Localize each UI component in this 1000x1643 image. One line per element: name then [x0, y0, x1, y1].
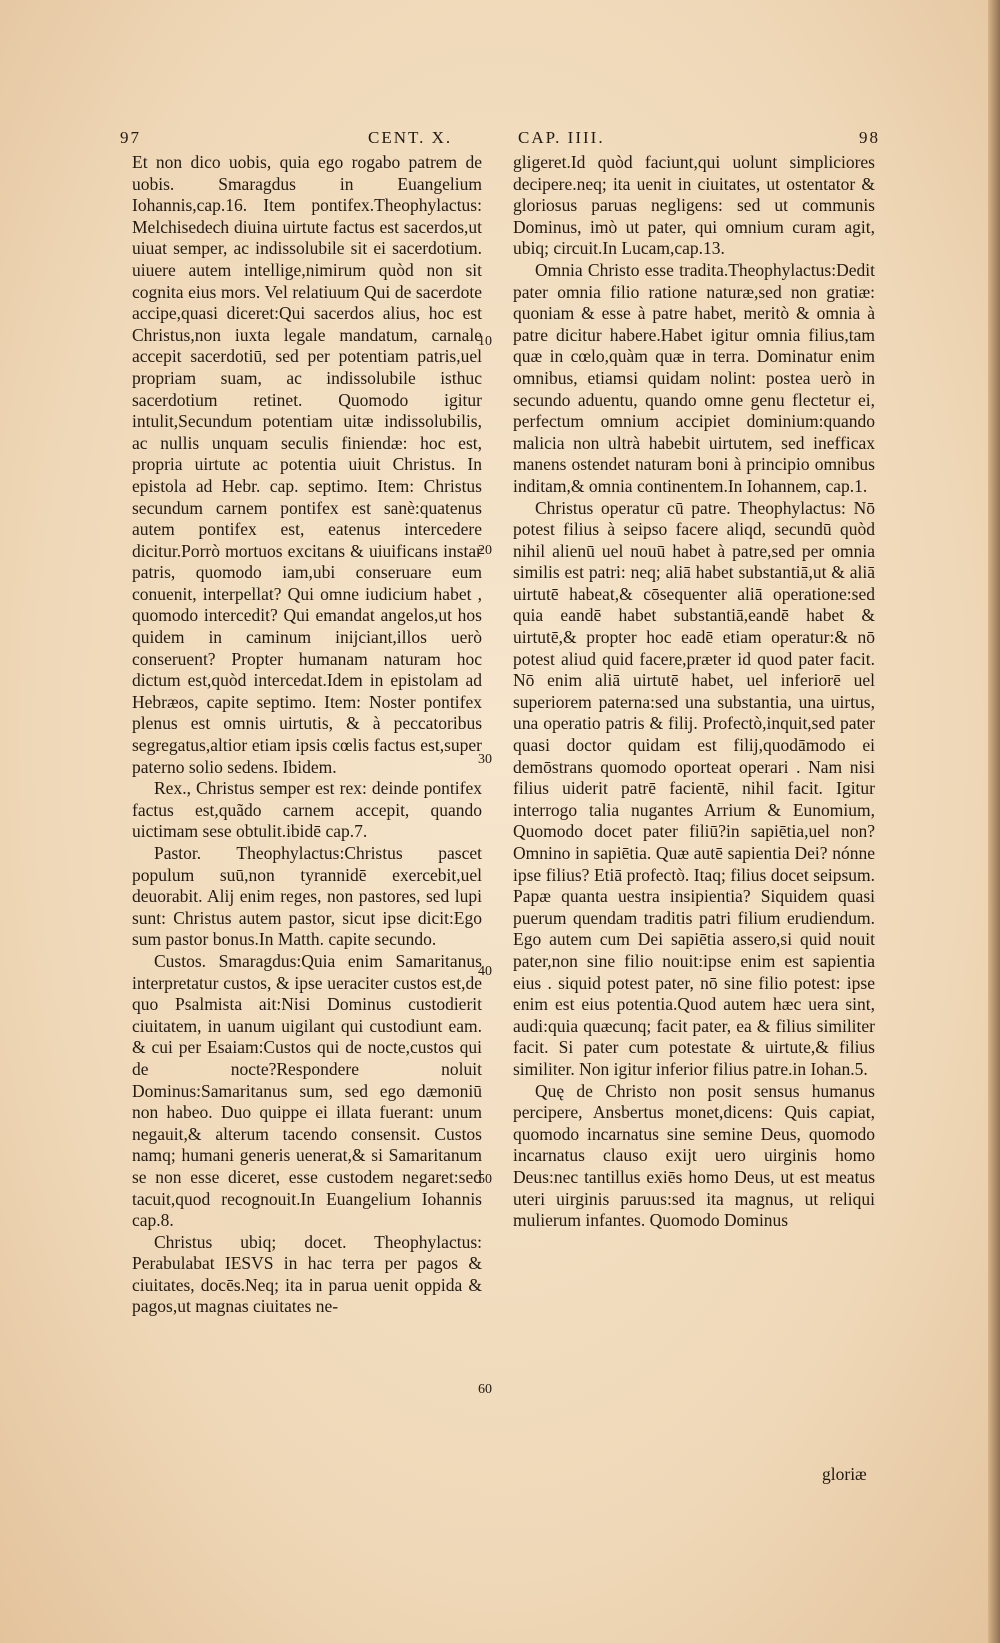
catchword: gloriæ: [822, 1464, 867, 1484]
line-number: 30: [478, 752, 492, 767]
paragraph: Et non dico uobis, quia ego rogabo patrem de uobis. Smaragdus in Euangelium Iohannis,cap.16. Item pontifex.Theophylactus: Melchisedech diuina uirtute factus est sacerdos,ut uiuat semper, ac indissolubile sit ei sacerdotium. uiuere autem intellige,nimirum quòd non sit cognita eius mors. Vel relatiuum Qui de sacerdote accipe,quasi diceret:Qui sacerdos alius, hoc est Christus,non iuxta legale mandatum, carnale accepit sacerdotiū, sed per potentiam patris,uel propriam suam, ac indissolubile isthuc sacerdotium retinet. Quomodo igitur intulit,Secundum potentiam uitæ indissolubilis, ac nullis unquam seculis finiendæ: hoc est, propria uirtute ac potentia uiuit Christus. In epistola ad Hebr. cap. septimo. Item: Christus secundum carnem pontifex est sanè:quatenus autem pontifex est, eatenus intercedere dicitur.Porrò mortuos excitans & uiuificans instar patris, quomodo iam,ubi conseruare eum conuenit, interpellat? Qui omne iudicium habet , quomodo intercedit? Qui emandat angelos,ut hos quidem in caminum inijciant,illos uerò conseruent? Propter humanam naturam hoc dictum est,quòd intercedat.Idem in epistolam ad Hebræos, capite septimo. Item: Noster pontifex plenus est omnis uirtutis, & à peccatoribus segregatus,altior etiam ipsis cœlis factus est,super paterno solio sedens. Ibidem.: [132, 152, 482, 777]
line-number: 50: [478, 1172, 492, 1187]
right-text-column: [513, 152, 875, 1232]
page-edge-shadow: [988, 0, 1000, 1643]
paragraph: Quę de Christo non posit sensus humanus percipere, Ansbertus monet,dicens: Quis capiat, quomodo incarnatus sine semine Deus, quomodo incarnatus clauso exijt uero uirginis homo Deus:nec tantillus exiēs homo Deus, ut est meatus uteri uirginis paruus:sed ita magnus, ut reliqui mulierum infantes. Quomodo Dominus: [513, 1080, 875, 1231]
line-number: 60: [478, 1382, 492, 1397]
line-number: 10: [478, 334, 492, 349]
line-number: 40: [478, 964, 492, 979]
running-head: [120, 128, 880, 152]
left-text-column: [132, 152, 482, 1318]
paragraph: Christus ubiq; docet. Theophylactus: Perabulabat IESVS in hac terra per pagos & ciuitates, docēs.Neq; ita in parua uenit oppida & pagos,ut magnas ciuitates ne-: [132, 1231, 482, 1317]
century-heading: CENT. X.: [368, 128, 453, 147]
paragraph: Christus operatur cū patre. Theophylactus: Nō potest filius à seipso facere aliqd, secundū quòd nihil alienū uel nouū habet à patre,sed per omnia similis est patri: neq; aliā habet substantiā,ut & aliā uirtutē habeat,& cōsequenter aliā operatione:sed quia eandē habet substantiā,eandē habet & uirtutē,& propter hoc eadē etiam operatur:& nō potest aliud quid facere,præter id quod pater facit. Nō enim aliā uirtutē habet, uel inferiorē uel superiorem paterna:sed una substantia, una uirtus, una operatio patris & filij. Profectò,inquit,sed pater quasi doctor quidam est filij,quodāmodo ei demōstrans quomodo oporteat operari . Nam nisi filius uiderit patrē facientē, nihil facit. Igitur interrogo talia nugantes Arrium & Eunomium, Quomodo docet pater filiū?in sapiētia,uel non?Omnino in sapiētia. Quæ autē sapientia Dei? nónne ipse filius? Etiā profectò. Itaq; filius docet seipsum. Papæ quanta uestra insipientia? Siquidem quasi puerum quendam traditis patri filium erudiendum. Ego autem cum Dei sapiētia assero,si quid nouit pater,non sine filio nouit:ipse enim est sapientia eius . siquid potest pater, nō sine filio potest: ipse enim est eius potentia.Quod autem hæc uera sint, audi:quia quæcunq; facit pater, ea & filius similiter facit. Si pater cum potestate & uirtute,& filius similiter. Non igitur inferior filius patre.in Iohan.5.: [513, 497, 875, 1079]
paragraph: Custos. Smaragdus:Quia enim Samaritanus interpretatur custos, & ipse ueraciter custos est,de quo Psalmista ait:Nisi Dominus custodierit ciuitatem, in uanum uigilant qui custodiunt eam. & cui per Esaiam:Custos qui de nocte,custos qui de nocte?Respondere noluit Dominus:Samaritanus sum, sed ego dæmoniū non habeo. Duo quippe ei illata fuerant: unum negauit,& alterum tacendo consensit. Custos namq; humani generis uenerat,& si Samaritanum se non esse diceret, esse custodem negaret:sed tacuit,quod recognouit.In Euangelium Iohannis cap.8.: [132, 950, 482, 1231]
page-number-right: 98: [859, 128, 880, 147]
paragraph: Rex., Christus semper est rex: deinde pontifex factus est,quãdo carnem accepit, quando uictimam sese obtulit.ibidē cap.7.: [132, 778, 482, 842]
chapter-heading: CAP. IIII.: [518, 128, 605, 147]
line-number: 20: [478, 543, 492, 558]
page-number-left: 97: [120, 128, 141, 147]
paragraph: Pastor. Theophylactus:Christus pascet populum suū,non tyrannidē exercebit,uel deuorabit. Alij enim reges, non pastores, sed lupi sunt: Christus autem pastor, sicut ipse dicit:Ego sum pastor bonus.In Matth. capite secundo.: [132, 843, 482, 950]
paragraph: Omnia Christo esse tradita.Theophylactus:Dedit pater omnia filio ratione naturæ,sed non gratiæ: quoniam & esse à patre habet, meritò & omnia à patre dicitur habere.Habet igitur omnia filius,tam quæ in cœlo,quàm quæ in terra. Dominatur enim omnibus, etiamsi quidam nolint: postea uerò in secundo aduentu, quando omne genu flectetur ei, perfectum omnium accipiet dominium:quando malicia non ultrà habebit uirtutem, sed inefficax manens ostendet naturam boni à principio omnibus inditam,& omnia continentem.In Iohannem, cap.1.: [513, 259, 875, 496]
paragraph: gligeret.Id quòd faciunt,qui uolunt simpliciores decipere.neq; ita uenit in ciuitates, ut ostentator & gloriosus paruas negligens: sed ut communis Dominus, imò ut pater, qui omnium curam agit, ubiq; circuit.In Lucam,cap.13.: [513, 152, 875, 259]
